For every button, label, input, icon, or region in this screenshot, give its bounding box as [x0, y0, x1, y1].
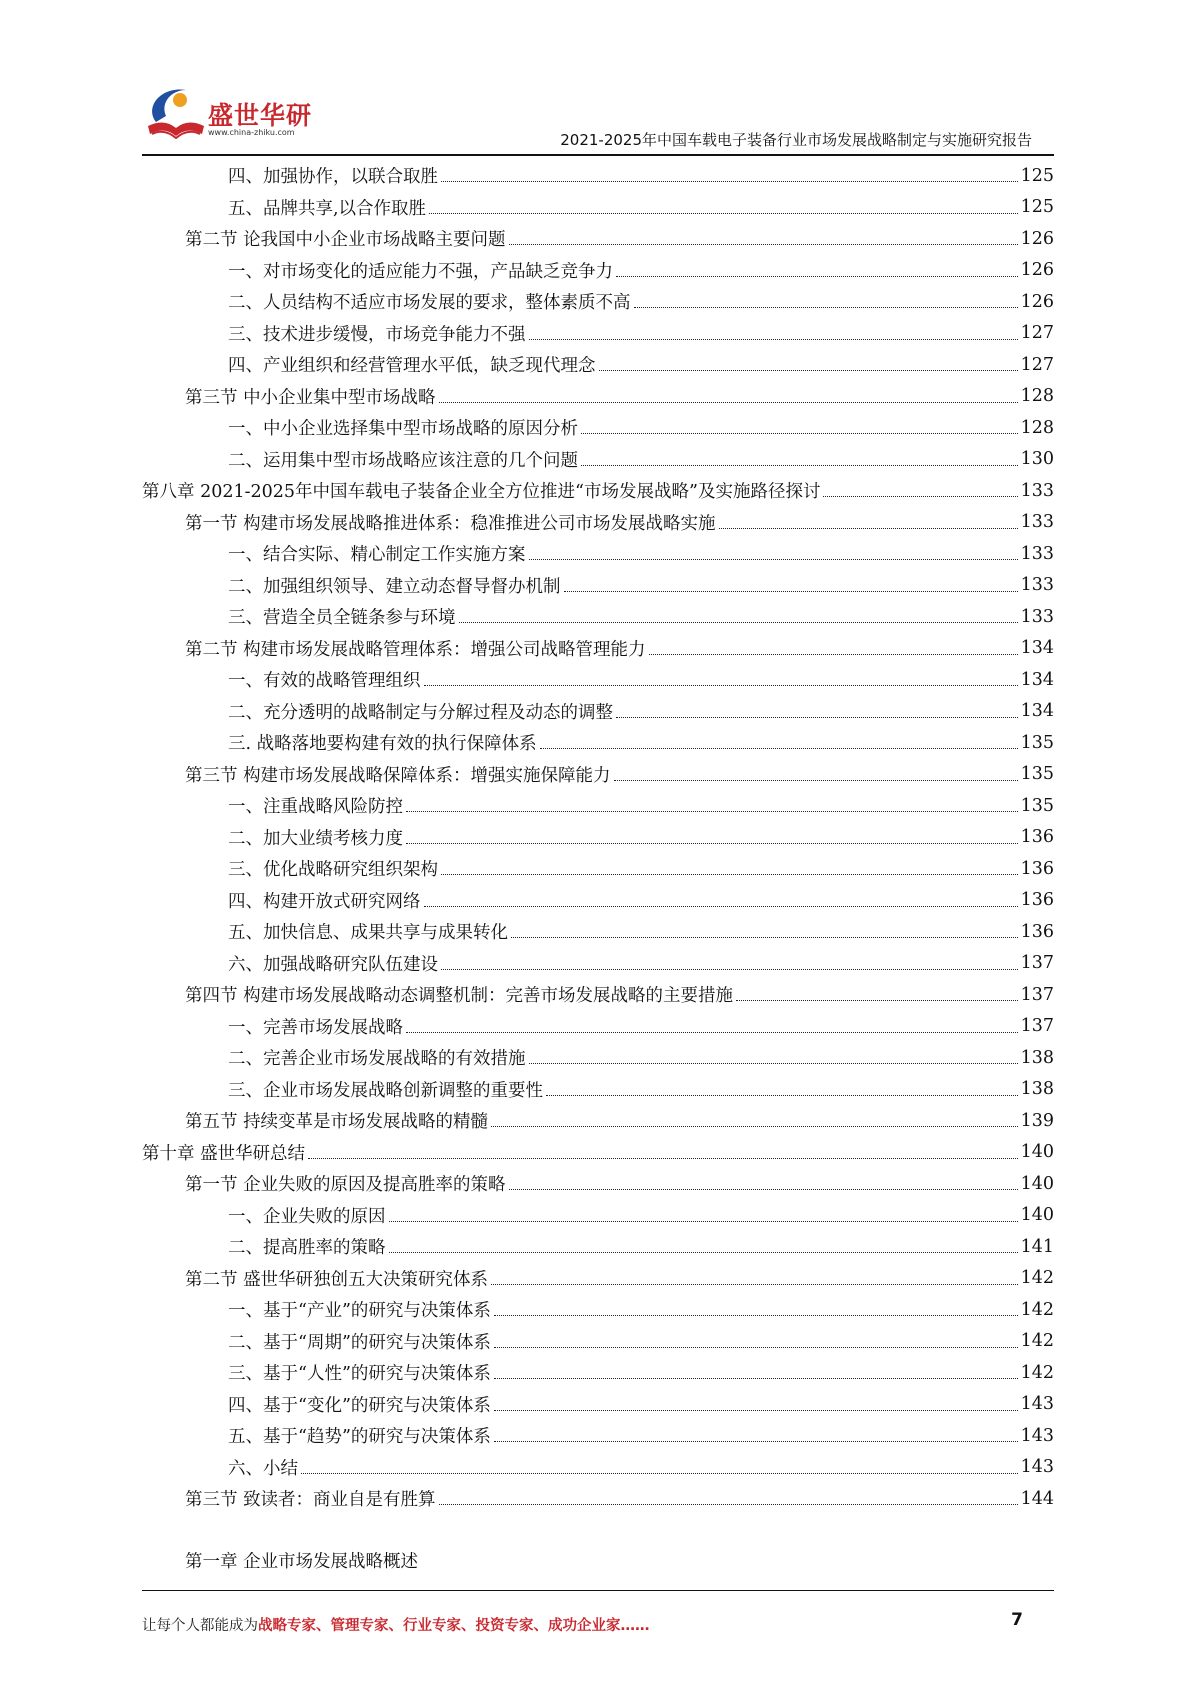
- dot-leader: [424, 906, 1018, 907]
- toc-entry-title: 四、构建开放式研究网络: [228, 891, 421, 912]
- toc-entry-title: 第三节 构建市场发展战略保障体系：增强实施保障能力: [185, 765, 611, 786]
- toc-entry-title: 三、营造全员全链条参与环境: [228, 608, 456, 629]
- dot-leader: [564, 591, 1018, 592]
- dot-leader: [424, 685, 1018, 686]
- toc-entry[interactable]: [142, 475, 1054, 507]
- toc-entry-title: 二、加强组织领导、建立动态督导督办机制: [228, 576, 561, 597]
- toc-entry-title: 三、技术进步缓慢，市场竞争能力不强: [228, 324, 526, 345]
- dot-leader: [529, 339, 1018, 340]
- toc-entry-page: 136: [1020, 827, 1054, 848]
- toc-entry-title: 五、基于“趋势”的研究与决策体系: [228, 1427, 491, 1448]
- toc-entry-title: 六、加强战略研究队伍建设: [228, 954, 438, 975]
- dot-leader: [581, 465, 1018, 466]
- toc-entry[interactable]: [142, 633, 1054, 665]
- toc-entry[interactable]: [142, 349, 1054, 381]
- dot-leader: [529, 559, 1018, 560]
- toc-entry-page: 133: [1020, 543, 1054, 564]
- header-divider: [142, 154, 1054, 156]
- toc-entry-page: 125: [1020, 165, 1054, 186]
- toc-entry[interactable]: [142, 790, 1054, 822]
- dot-leader: [494, 1315, 1018, 1316]
- toc-entry-title: 第五节 持续变革是市场发展战略的精髓: [185, 1112, 489, 1133]
- toc-entry-title: 二、人员结构不适应市场发展的要求，整体素质不高: [228, 293, 631, 314]
- dot-leader: [509, 244, 1018, 245]
- dot-leader: [491, 1284, 1018, 1285]
- toc-entry-page: 137: [1020, 984, 1054, 1005]
- company-logo: [142, 82, 312, 152]
- dot-leader: [301, 1473, 1018, 1474]
- toc-entry-title: 二、完善企业市场发展战略的有效措施: [228, 1049, 526, 1070]
- toc-entry-page: 133: [1020, 606, 1054, 627]
- toc-entry-page: 142: [1020, 1331, 1054, 1352]
- toc-entry[interactable]: [142, 192, 1054, 224]
- toc-entry[interactable]: [142, 759, 1054, 791]
- toc-entry-title: 三、基于“人性”的研究与决策体系: [228, 1364, 491, 1385]
- logo-url: www.china-zhiku.com: [208, 128, 295, 137]
- toc-entry-page: 135: [1020, 764, 1054, 785]
- toc-entry-title: 五、品牌共享,以合作取胜: [228, 198, 427, 219]
- toc-entry-title: 二、提高胜率的策略: [228, 1238, 386, 1259]
- dot-leader: [546, 1095, 1018, 1096]
- toc-entry-page: 136: [1020, 921, 1054, 942]
- toc-entry[interactable]: [142, 1294, 1054, 1326]
- toc-entry-page: 133: [1020, 575, 1054, 596]
- slogan-highlight: 战略专家、管理专家、行业专家、投资专家、成功企业家……: [258, 1618, 650, 1634]
- toc-entry-page: 128: [1020, 417, 1054, 438]
- toc-entry-page: 142: [1020, 1268, 1054, 1289]
- dot-leader: [494, 1347, 1018, 1348]
- dot-leader: [509, 1189, 1018, 1190]
- toc-entry-title: 第八章 2021-2025年中国车载电子装备企业全方位推进“市场发展战略”及实施路径探讨: [142, 482, 821, 503]
- toc-entry-title: 三、企业市场发展战略创新调整的重要性: [228, 1080, 543, 1101]
- toc-entry[interactable]: [142, 255, 1054, 287]
- toc-entry-title: 第三节 中小企业集中型市场战略: [185, 387, 436, 408]
- dot-leader: [529, 1063, 1018, 1064]
- dot-leader: [406, 843, 1018, 844]
- toc-entry[interactable]: [142, 1326, 1054, 1358]
- toc-entry-page: 127: [1020, 354, 1054, 375]
- toc-entry-page: 138: [1020, 1079, 1054, 1100]
- toc-entry-title: 第二节 盛世华研独创五大决策研究体系: [185, 1269, 489, 1290]
- table-of-contents: [142, 160, 1054, 1515]
- slogan-prefix: 让每个人都能成为: [142, 1618, 258, 1634]
- dot-leader: [736, 1000, 1018, 1001]
- toc-entry-page: 142: [1020, 1362, 1054, 1383]
- toc-entry[interactable]: [142, 885, 1054, 917]
- toc-entry-title: 一、有效的战略管理组织: [228, 671, 421, 692]
- toc-entry[interactable]: [142, 696, 1054, 728]
- dot-leader: [511, 937, 1018, 938]
- dot-leader: [649, 654, 1018, 655]
- toc-entry-page: 126: [1020, 291, 1054, 312]
- toc-entry-page: 133: [1020, 512, 1054, 533]
- toc-entry-page: 143: [1020, 1457, 1054, 1478]
- toc-entry-title: 一、注重战略风险防控: [228, 797, 403, 818]
- toc-entry[interactable]: [142, 223, 1054, 255]
- toc-entry[interactable]: [142, 727, 1054, 759]
- toc-entry[interactable]: [142, 979, 1054, 1011]
- toc-entry-page: 134: [1020, 638, 1054, 659]
- dot-leader: [429, 213, 1018, 214]
- toc-entry-title: 三. 战略落地要构建有效的执行保障体系: [228, 734, 537, 755]
- toc-entry[interactable]: [142, 160, 1054, 192]
- toc-entry-title: 五、加快信息、成果共享与成果转化: [228, 923, 508, 944]
- toc-entry[interactable]: [142, 1231, 1054, 1263]
- toc-entry-title: 一、对市场变化的适应能力不强，产品缺乏竞争力: [228, 261, 613, 282]
- toc-entry-page: 125: [1020, 197, 1054, 218]
- toc-entry-page: 133: [1020, 480, 1054, 501]
- toc-entry-title: 一、完善市场发展战略: [228, 1017, 403, 1038]
- toc-entry-page: 130: [1020, 449, 1054, 470]
- dot-leader: [308, 1158, 1018, 1159]
- toc-entry-title: 二、加大业绩考核力度: [228, 828, 403, 849]
- dot-leader: [540, 748, 1018, 749]
- toc-entry[interactable]: [142, 916, 1054, 948]
- toc-entry-page: 143: [1020, 1394, 1054, 1415]
- toc-entry[interactable]: [142, 664, 1054, 696]
- toc-entry-title: 三、优化战略研究组织架构: [228, 860, 438, 881]
- dot-leader: [441, 969, 1018, 970]
- toc-entry[interactable]: [142, 381, 1054, 413]
- toc-entry-title: 四、基于“变化”的研究与决策体系: [228, 1395, 491, 1416]
- footer-slogan: [142, 1614, 650, 1635]
- toc-entry-page: 137: [1020, 953, 1054, 974]
- toc-entry-title: 四、产业组织和经营管理水平低，缺乏现代理念: [228, 356, 596, 377]
- toc-entry[interactable]: [142, 948, 1054, 980]
- toc-entry-page: 143: [1020, 1425, 1054, 1446]
- toc-entry[interactable]: [142, 412, 1054, 444]
- toc-entry[interactable]: [142, 286, 1054, 318]
- toc-entry-page: 127: [1020, 323, 1054, 344]
- toc-entry-title: 一、中小企业选择集中型市场战略的原因分析: [228, 419, 578, 440]
- toc-entry[interactable]: [142, 1420, 1054, 1452]
- toc-entry-title: 第十章 盛世华研总结: [142, 1143, 306, 1164]
- toc-entry[interactable]: [142, 538, 1054, 570]
- toc-entry[interactable]: [142, 507, 1054, 539]
- toc-entry-title: 第二节 论我国中小企业市场战略主要问题: [185, 230, 506, 251]
- logo-emblem-icon: [142, 82, 212, 148]
- dot-leader: [406, 1032, 1018, 1033]
- dot-leader: [441, 181, 1018, 182]
- toc-entry-page: 140: [1020, 1142, 1054, 1163]
- dot-leader: [439, 1504, 1018, 1505]
- toc-entry-page: 134: [1020, 701, 1054, 722]
- toc-entry-title: 第四节 构建市场发展战略动态调整机制：完善市场发展战略的主要措施: [185, 986, 734, 1007]
- toc-entry-page: 136: [1020, 890, 1054, 911]
- toc-entry-page: 142: [1020, 1299, 1054, 1320]
- toc-entry-page: 134: [1020, 669, 1054, 690]
- toc-entry-page: 144: [1020, 1488, 1054, 1509]
- toc-entry-title: 六、小结: [228, 1458, 298, 1479]
- toc-entry[interactable]: [142, 1200, 1054, 1232]
- dot-leader: [494, 1378, 1018, 1379]
- toc-entry[interactable]: [142, 601, 1054, 633]
- toc-entry-title: 一、结合实际、精心制定工作实施方案: [228, 545, 526, 566]
- chapter-heading: 第一章 企业市场发展战略概述: [185, 1552, 419, 1572]
- toc-entry-title: 第三节 致读者：商业自是有胜算: [185, 1490, 436, 1511]
- toc-entry-title: 四、加强协作，以联合取胜: [228, 167, 438, 188]
- toc-entry[interactable]: [142, 1168, 1054, 1200]
- toc-entry-title: 二、运用集中型市场战略应该注意的几个问题: [228, 450, 578, 471]
- dot-leader: [491, 1126, 1018, 1127]
- logo-name: 盛世华研: [208, 101, 313, 130]
- dot-leader: [599, 370, 1018, 371]
- dot-leader: [389, 1252, 1018, 1253]
- toc-entry[interactable]: [142, 1452, 1054, 1484]
- dot-leader: [441, 874, 1018, 875]
- toc-entry[interactable]: [142, 1483, 1054, 1515]
- toc-entry-page: 126: [1020, 228, 1054, 249]
- toc-entry[interactable]: [142, 570, 1054, 602]
- toc-entry-page: 138: [1020, 1047, 1054, 1068]
- toc-entry-title: 第一节 企业失败的原因及提高胜率的策略: [185, 1175, 506, 1196]
- page-header: [142, 78, 1054, 154]
- toc-entry-title: 一、基于“产业”的研究与决策体系: [228, 1301, 491, 1322]
- toc-entry-page: 137: [1020, 1016, 1054, 1037]
- toc-entry-page: 135: [1020, 795, 1054, 816]
- dot-leader: [581, 433, 1018, 434]
- toc-entry-page: 136: [1020, 858, 1054, 879]
- toc-entry[interactable]: [142, 1105, 1054, 1137]
- dot-leader: [634, 307, 1018, 308]
- toc-entry-page: 126: [1020, 260, 1054, 281]
- toc-entry-title: 第二节 构建市场发展战略管理体系：增强公司战略管理能力: [185, 639, 646, 660]
- toc-entry[interactable]: [142, 1074, 1054, 1106]
- toc-entry[interactable]: [142, 1137, 1054, 1169]
- footer-divider: [142, 1590, 1054, 1591]
- toc-entry[interactable]: [142, 853, 1054, 885]
- toc-entry-page: 128: [1020, 386, 1054, 407]
- page-number: 7: [1011, 1610, 1023, 1630]
- toc-entry[interactable]: [142, 1263, 1054, 1295]
- toc-entry-title: 二、充分透明的战略制定与分解过程及动态的调整: [228, 702, 613, 723]
- toc-entry-page: 141: [1020, 1236, 1054, 1257]
- dot-leader: [719, 528, 1018, 529]
- dot-leader: [616, 276, 1018, 277]
- dot-leader: [616, 717, 1018, 718]
- dot-leader: [439, 402, 1018, 403]
- toc-entry[interactable]: [142, 1011, 1054, 1043]
- toc-entry-page: 135: [1020, 732, 1054, 753]
- toc-entry[interactable]: [142, 1389, 1054, 1421]
- dot-leader: [614, 780, 1018, 781]
- toc-entry[interactable]: [142, 1357, 1054, 1389]
- dot-leader: [494, 1410, 1018, 1411]
- report-title: 2021-2025年中国车载电子装备行业市场发展战略制定与实施研究报告: [560, 131, 1032, 149]
- dot-leader: [459, 622, 1018, 623]
- toc-entry-title: 二、基于“周期”的研究与决策体系: [228, 1332, 491, 1353]
- dot-leader: [494, 1441, 1018, 1442]
- dot-leader: [823, 496, 1017, 497]
- dot-leader: [389, 1221, 1018, 1222]
- toc-entry[interactable]: [142, 822, 1054, 854]
- toc-entry-title: 一、企业失败的原因: [228, 1206, 386, 1227]
- toc-entry[interactable]: [142, 444, 1054, 476]
- toc-entry-page: 140: [1020, 1173, 1054, 1194]
- dot-leader: [406, 811, 1018, 812]
- toc-entry-page: 140: [1020, 1205, 1054, 1226]
- toc-entry[interactable]: [142, 318, 1054, 350]
- toc-entry[interactable]: [142, 1042, 1054, 1074]
- toc-entry-page: 139: [1020, 1110, 1054, 1131]
- toc-entry-title: 第一节 构建市场发展战略推进体系：稳准推进公司市场发展战略实施: [185, 513, 716, 534]
